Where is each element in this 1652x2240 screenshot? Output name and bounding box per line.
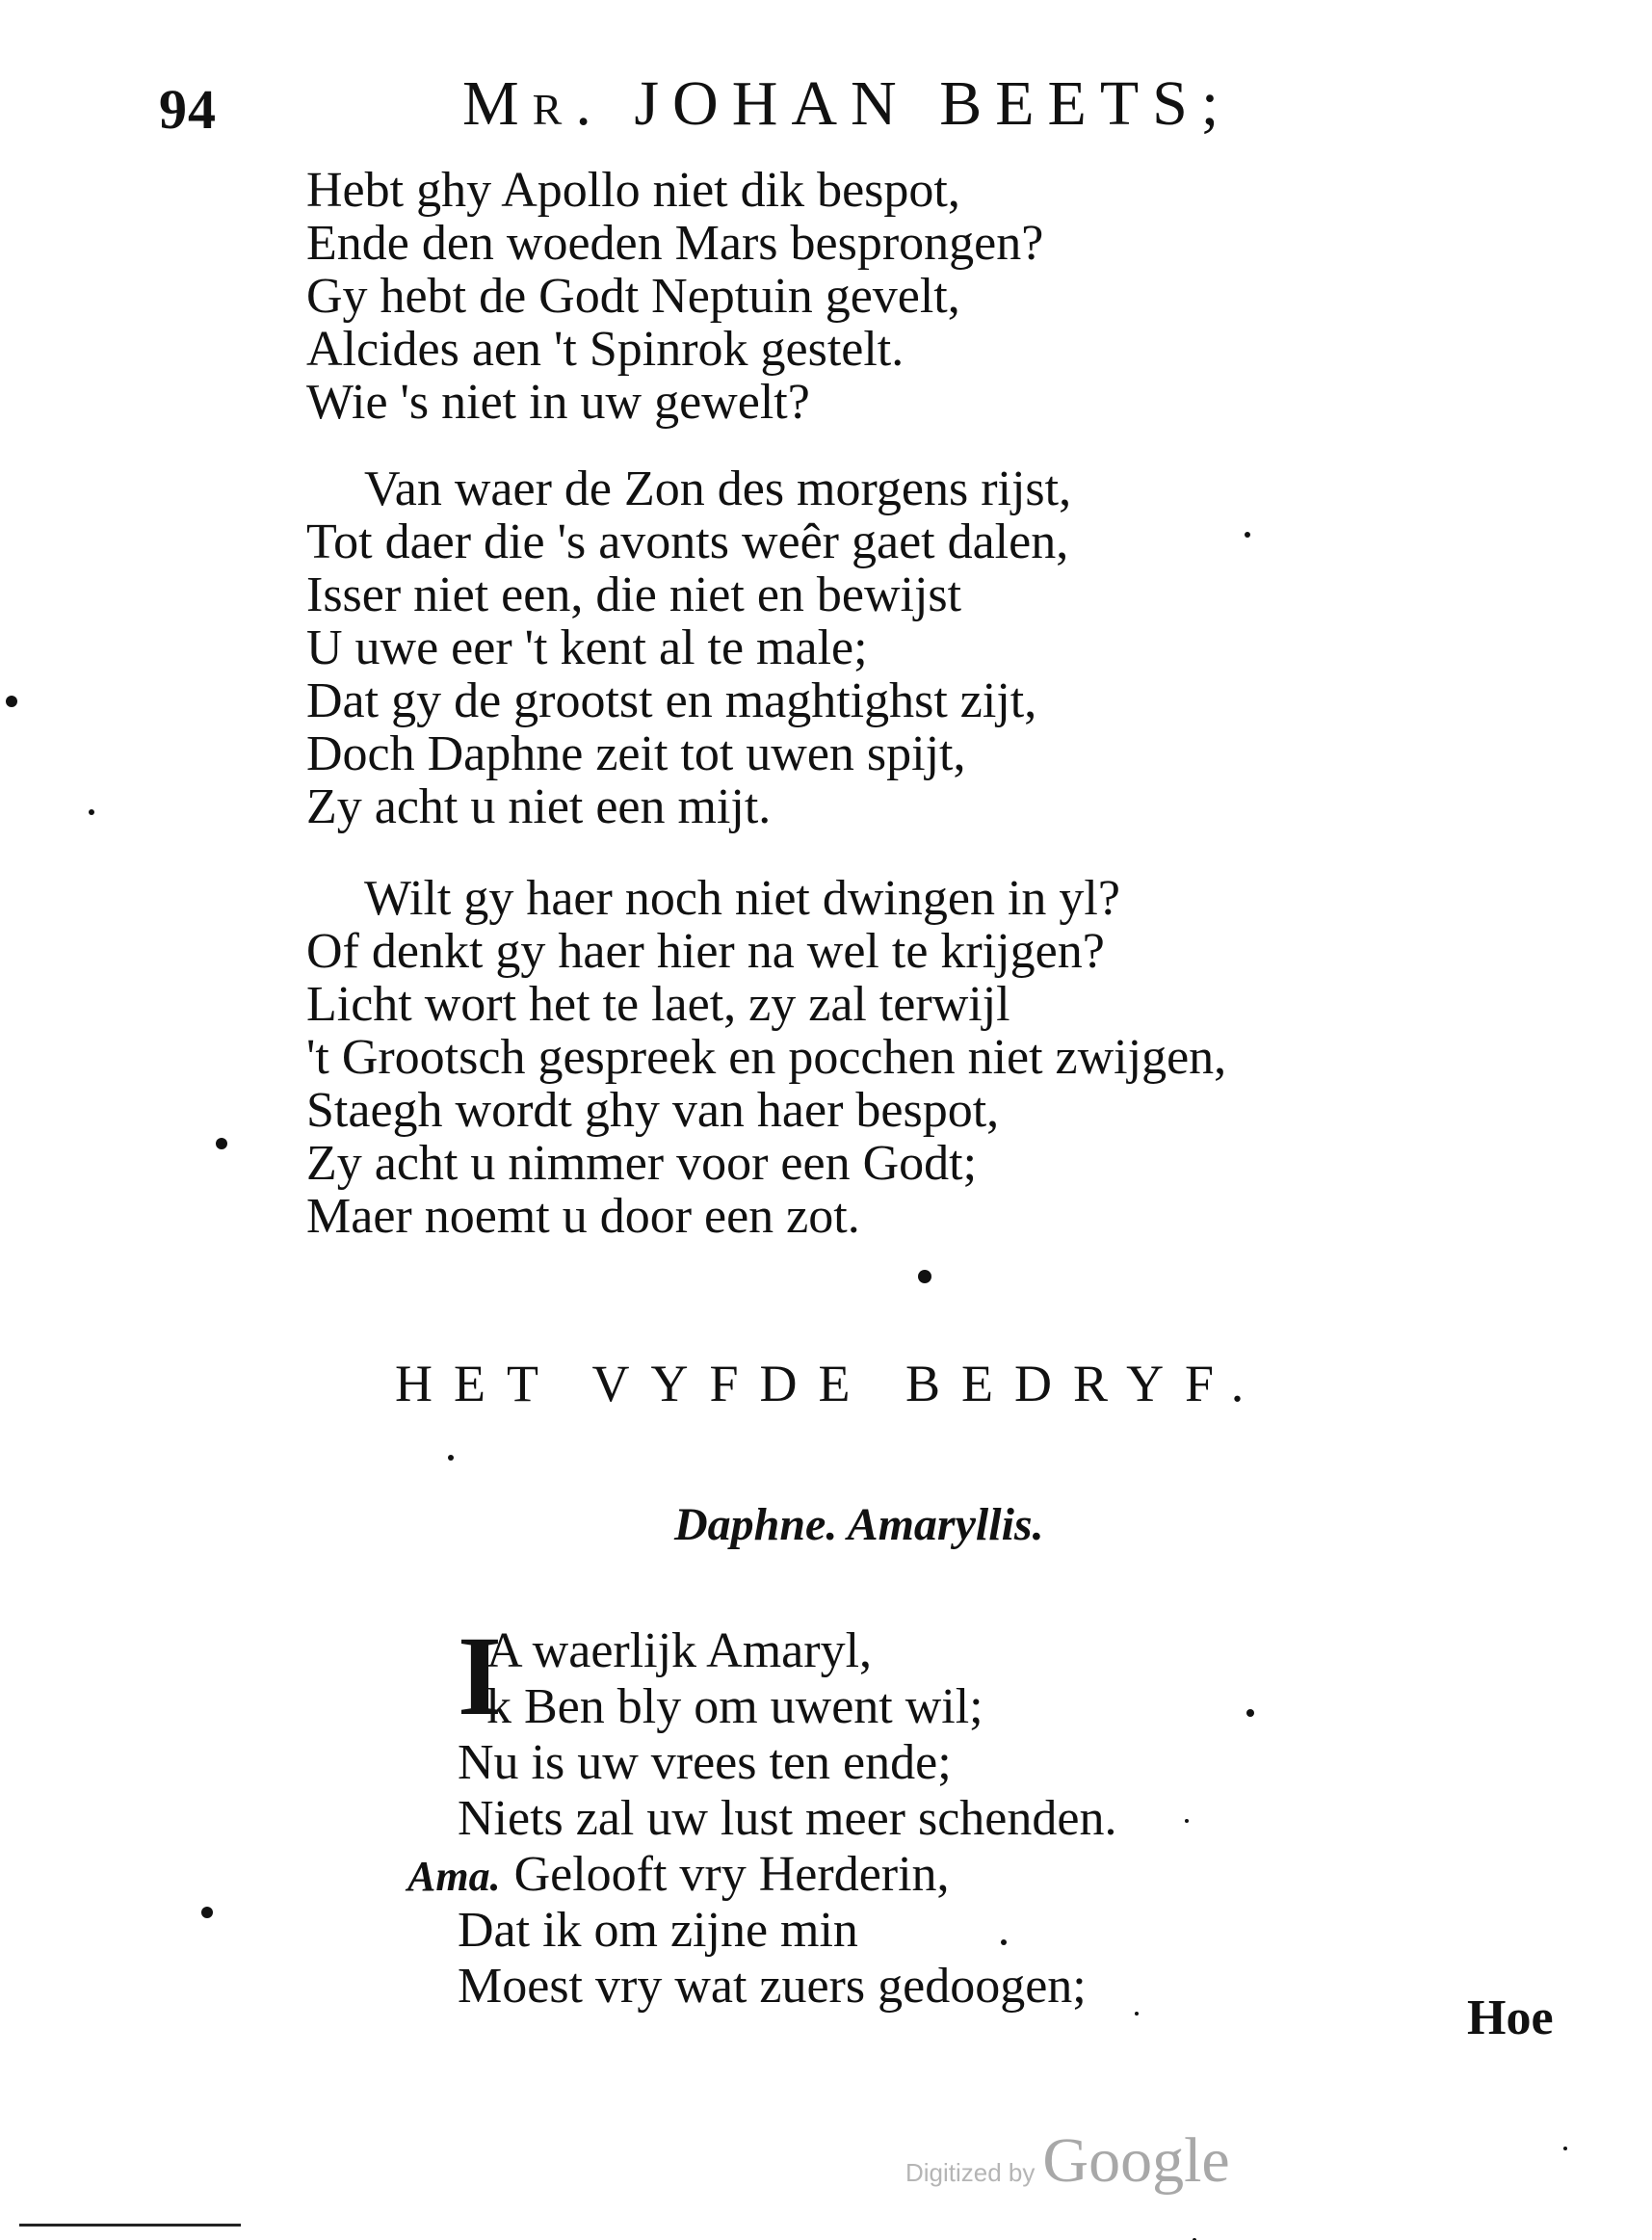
verse-line: Gy hebt de Godt Neptuin gevelt,: [306, 269, 960, 324]
verse-line: Maer noemt u door een zot.: [306, 1189, 860, 1244]
verse-line: 't Grootsch gespreek en pocchen niet zwijgen,: [306, 1030, 1227, 1085]
speck-dot: [1563, 2147, 1567, 2150]
verse-line: k Ben bly om uwent wil;: [486, 1679, 983, 1734]
verse-line: Licht wort het te laet, zy zal terwijl: [306, 977, 1010, 1032]
catchword: Hoe: [1467, 1990, 1554, 2045]
verse-line: Zy acht u nimmer voor een Godt;: [306, 1136, 978, 1191]
drop-cap: I: [458, 1613, 502, 1739]
verse-line: Wilt gy haer noch niet dwingen in yl?: [364, 871, 1120, 926]
verse-line: Zy acht u niet een mijt.: [306, 779, 772, 834]
speck-dot: [1245, 532, 1250, 538]
verse-line: Dat gy de grootst en maghtighst zijt,: [306, 673, 1037, 728]
speck-dot: [1001, 1939, 1007, 1945]
verse-line-text: Gelooft vry Herderin,: [513, 1847, 950, 1902]
bottom-rule: [19, 2224, 241, 2227]
verse-line: Doch Daphne zeit tot uwen spijt,: [306, 726, 966, 781]
act-title: HET VYFDE BEDRYF.: [395, 1355, 1266, 1412]
verse-line: Nu is uw vrees ten ende;: [458, 1735, 952, 1790]
verse-line: Wie 's niet in uw gewelt?: [306, 375, 810, 430]
verse-line: Van waer de Zon des morgens rijst,: [364, 461, 1072, 516]
google-logo: Google: [1042, 2125, 1230, 2196]
verse-line: A waerlijk Amaryl,: [486, 1623, 873, 1678]
running-head: Mr. JOHAN BEETS;: [462, 68, 1233, 139]
speck-dot: [89, 809, 94, 815]
verse-line: Hebt ghy Apollo niet dik bespot,: [306, 163, 960, 218]
verse-line: Alcides aen 't Spinrok gestelt.: [306, 322, 905, 377]
verse-line: Of denkt gy haer hier na wel te krijgen?: [306, 924, 1105, 979]
speck-dot: [1135, 2012, 1139, 2016]
verse-line: U uwe eer 't kent al te male;: [306, 620, 868, 675]
speck-dot: [448, 1455, 454, 1461]
speck-dot: [1246, 1709, 1254, 1717]
speck-dot: [918, 1270, 931, 1283]
verse-line: Ende den woeden Mars besprongen?: [306, 216, 1044, 271]
verse-line: Moest vry wat zuers gedoogen;: [458, 1959, 1087, 2014]
character-list: Daphne. Amaryllis.: [674, 1499, 1044, 1550]
speck-dot: [1185, 1819, 1189, 1823]
verse-line: Staegh wordt ghy van haer bespot,: [306, 1083, 1000, 1138]
speaker-label: Ama.: [407, 1853, 501, 1900]
verse-line: Tot daer die 's avonts weêr gaet dalen,: [306, 514, 1069, 569]
verse-line: Niets zal uw lust meer schenden.: [458, 1791, 1117, 1846]
speck-dot: [216, 1138, 227, 1149]
verse-line: Dat ik om zijne min: [458, 1903, 858, 1958]
speck-dot: [6, 696, 17, 707]
verse-line: Isser niet een, die niet en bewijst: [306, 567, 962, 622]
speck-dot: [201, 1907, 213, 1918]
page-number: 94: [159, 78, 217, 141]
digitized-label: Digitized by: [905, 2158, 1036, 2187]
